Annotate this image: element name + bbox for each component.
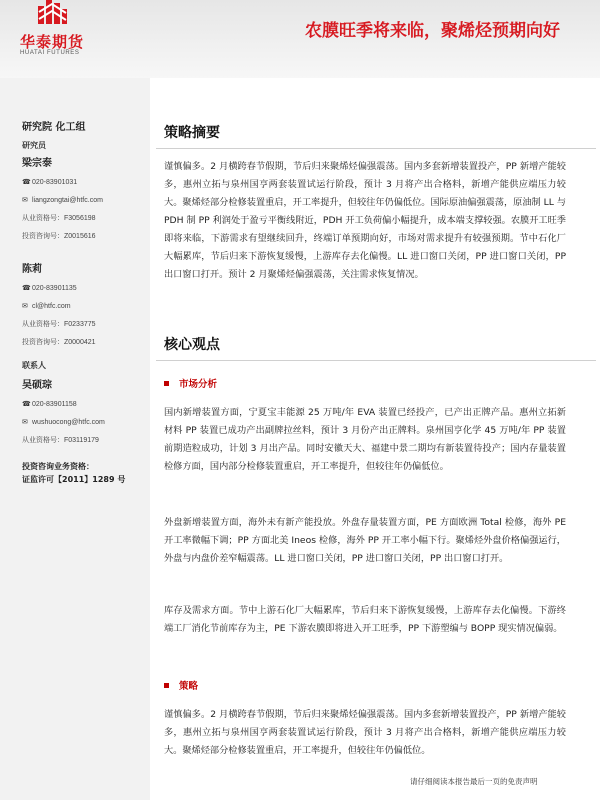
square-bullet-icon xyxy=(164,683,169,688)
heading-divider xyxy=(156,148,596,149)
phone-icon: ☎ xyxy=(22,401,31,408)
logo-english-name: HUATAI FUTURES xyxy=(20,50,80,56)
analyst-sidebar xyxy=(0,78,150,800)
analyst-email[interactable]: cl@htfc.com xyxy=(32,303,71,310)
phone-icon: ☎ xyxy=(22,285,31,292)
contact-name: 吴硕琮 xyxy=(22,380,52,391)
strategy-label: 策略 xyxy=(179,681,199,692)
analyst-email[interactable]: liangzongtai@htfc.com xyxy=(32,197,103,204)
core-heading: 核心观点 xyxy=(164,337,220,353)
analyst-phone: 020-83901031 xyxy=(32,179,78,186)
phone-icon: ☎ xyxy=(22,179,31,186)
analyst-card xyxy=(22,154,147,246)
contact-cert: 从业资格号：F03119179 xyxy=(22,437,99,444)
market-analysis-heading xyxy=(164,376,217,390)
contact-card xyxy=(22,376,147,450)
department-label: 研究院 化工组 xyxy=(22,122,86,133)
role-label: 研究员 xyxy=(22,141,46,150)
license-number: 证监许可【2011】1289 号 xyxy=(22,475,126,484)
qualification-note xyxy=(22,460,125,486)
analyst-name: 梁宗泰 xyxy=(22,158,52,169)
email-icon: ✉ xyxy=(22,303,28,310)
report-header xyxy=(0,0,600,78)
square-bullet-icon xyxy=(164,381,169,386)
strategy-heading xyxy=(164,678,198,692)
analyst-invest-id: 投资咨询号：Z0000421 xyxy=(22,339,96,346)
strategy-paragraph: 谨慎偏多。2 月横跨春节假期，节后归来聚烯烃偏强震荡。国内多套新增装置投产，PP 新增产能较多，惠州立拓与泉州国亨两套装置试运行阶段，预计 3 月将产出合格料，新增产能供应端压力较大。聚烯烃部分检修装置重启，开工率提升，但较往年仍偏低位。 xyxy=(164,709,566,756)
analyst-invest-id: 投资咨询号：Z0015616 xyxy=(22,233,96,240)
analyst-phone: 020-83901135 xyxy=(32,285,77,292)
email-icon: ✉ xyxy=(22,197,28,204)
market-paragraph: 库存及需求方面。节中上游石化厂大幅累库，节后归来下游恢复缓慢，上游库存去化偏慢。下游终端工厂消化节前库存为主，PE 下游农膜即将进入开工旺季，PP 下游塑编与 BOPP 现实情况偏弱。 xyxy=(164,605,566,634)
analyst-card xyxy=(22,260,147,352)
contact-label: 联系人 xyxy=(22,361,46,370)
contact-phone: 020-83901158 xyxy=(32,401,77,408)
email-icon: ✉ xyxy=(22,419,28,426)
summary-paragraph: 谨慎偏多。2 月横跨春节假期，节后归来聚烯烃偏强震荡。国内多套新增装置投产，PP 新增产能较多，惠州立拓与泉州国亨两套装置试运行阶段，预计 3 月将产出合格料，新增产能供应端压力较大。聚烯烃部分检修装置重启，开工率提升，但较往年仍偏低位。国际原油偏强震荡，原油制 LL 与 PDH 制 PP 利润处于盈亏平衡线附近，PDH 开工负荷偏小幅提升，成本端支撑较强。农膜开工旺季即将来临，下游需求有望继续回升，终端订单预期向好，市场对需求提升有较强预期。节中石化厂大幅累库，节后归来下游恢复缓慢，上游库存去化偏慢。LL 进口窗口关闭，PP 进口窗口关闭，PP 出口窗口打开。预计 2 月聚烯烃偏强震荡，关注需求恢复情况。 xyxy=(164,161,566,280)
summary-heading: 策略摘要 xyxy=(164,125,220,141)
analyst-name: 陈莉 xyxy=(22,264,42,275)
market-paragraph: 国内新增装置方面，宁夏宝丰能源 25 万吨/年 EVA 装置已经投产，已产出正牌产品。惠州立拓新材料 PP 装置已成功产出副牌拉丝料，预计 3 月份产出正牌料。泉州国亨化学 45 万吨/年 PP 装置前期造粒成功，计划 3 月出产品。同时安徽天大、福建中景二期均有新装置待投产；国内存量装置检修方面，国内部分检修装置重启，开工率提升，但较往年仍偏低位。 xyxy=(164,407,566,472)
market-paragraph: 外盘新增装置方面，海外未有新产能投放。外盘存量装置方面，PE 方面欧洲 Total 检修，海外 PE 开工率微幅下调；PP 方面北美 Ineos 检修，海外 PP 开工率小幅下行。聚烯烃外盘价格偏强运行，外盘与内盘价差窄幅震荡。LL 进口窗口关闭，PP 进口窗口关闭，PP 出口窗口打开。 xyxy=(164,517,566,564)
logo-chinese-name: 华泰期货 xyxy=(20,33,85,51)
report-title: 农膜旺季将来临，聚烯烃预期向好 xyxy=(305,21,560,41)
market-analysis-label: 市场分析 xyxy=(179,379,218,390)
heading-divider xyxy=(156,360,596,361)
analyst-cert: 从业资格号：F0233775 xyxy=(22,321,96,328)
huatai-logo-icon xyxy=(36,0,68,30)
analyst-cert: 从业资格号：F3056198 xyxy=(22,215,96,222)
qualification-line: 投资咨询业务资格： xyxy=(22,462,94,471)
disclaimer-note: 请仔细阅读本报告最后一页的免责声明 xyxy=(410,777,538,786)
contact-email[interactable]: wushuocong@htfc.com xyxy=(32,419,105,426)
